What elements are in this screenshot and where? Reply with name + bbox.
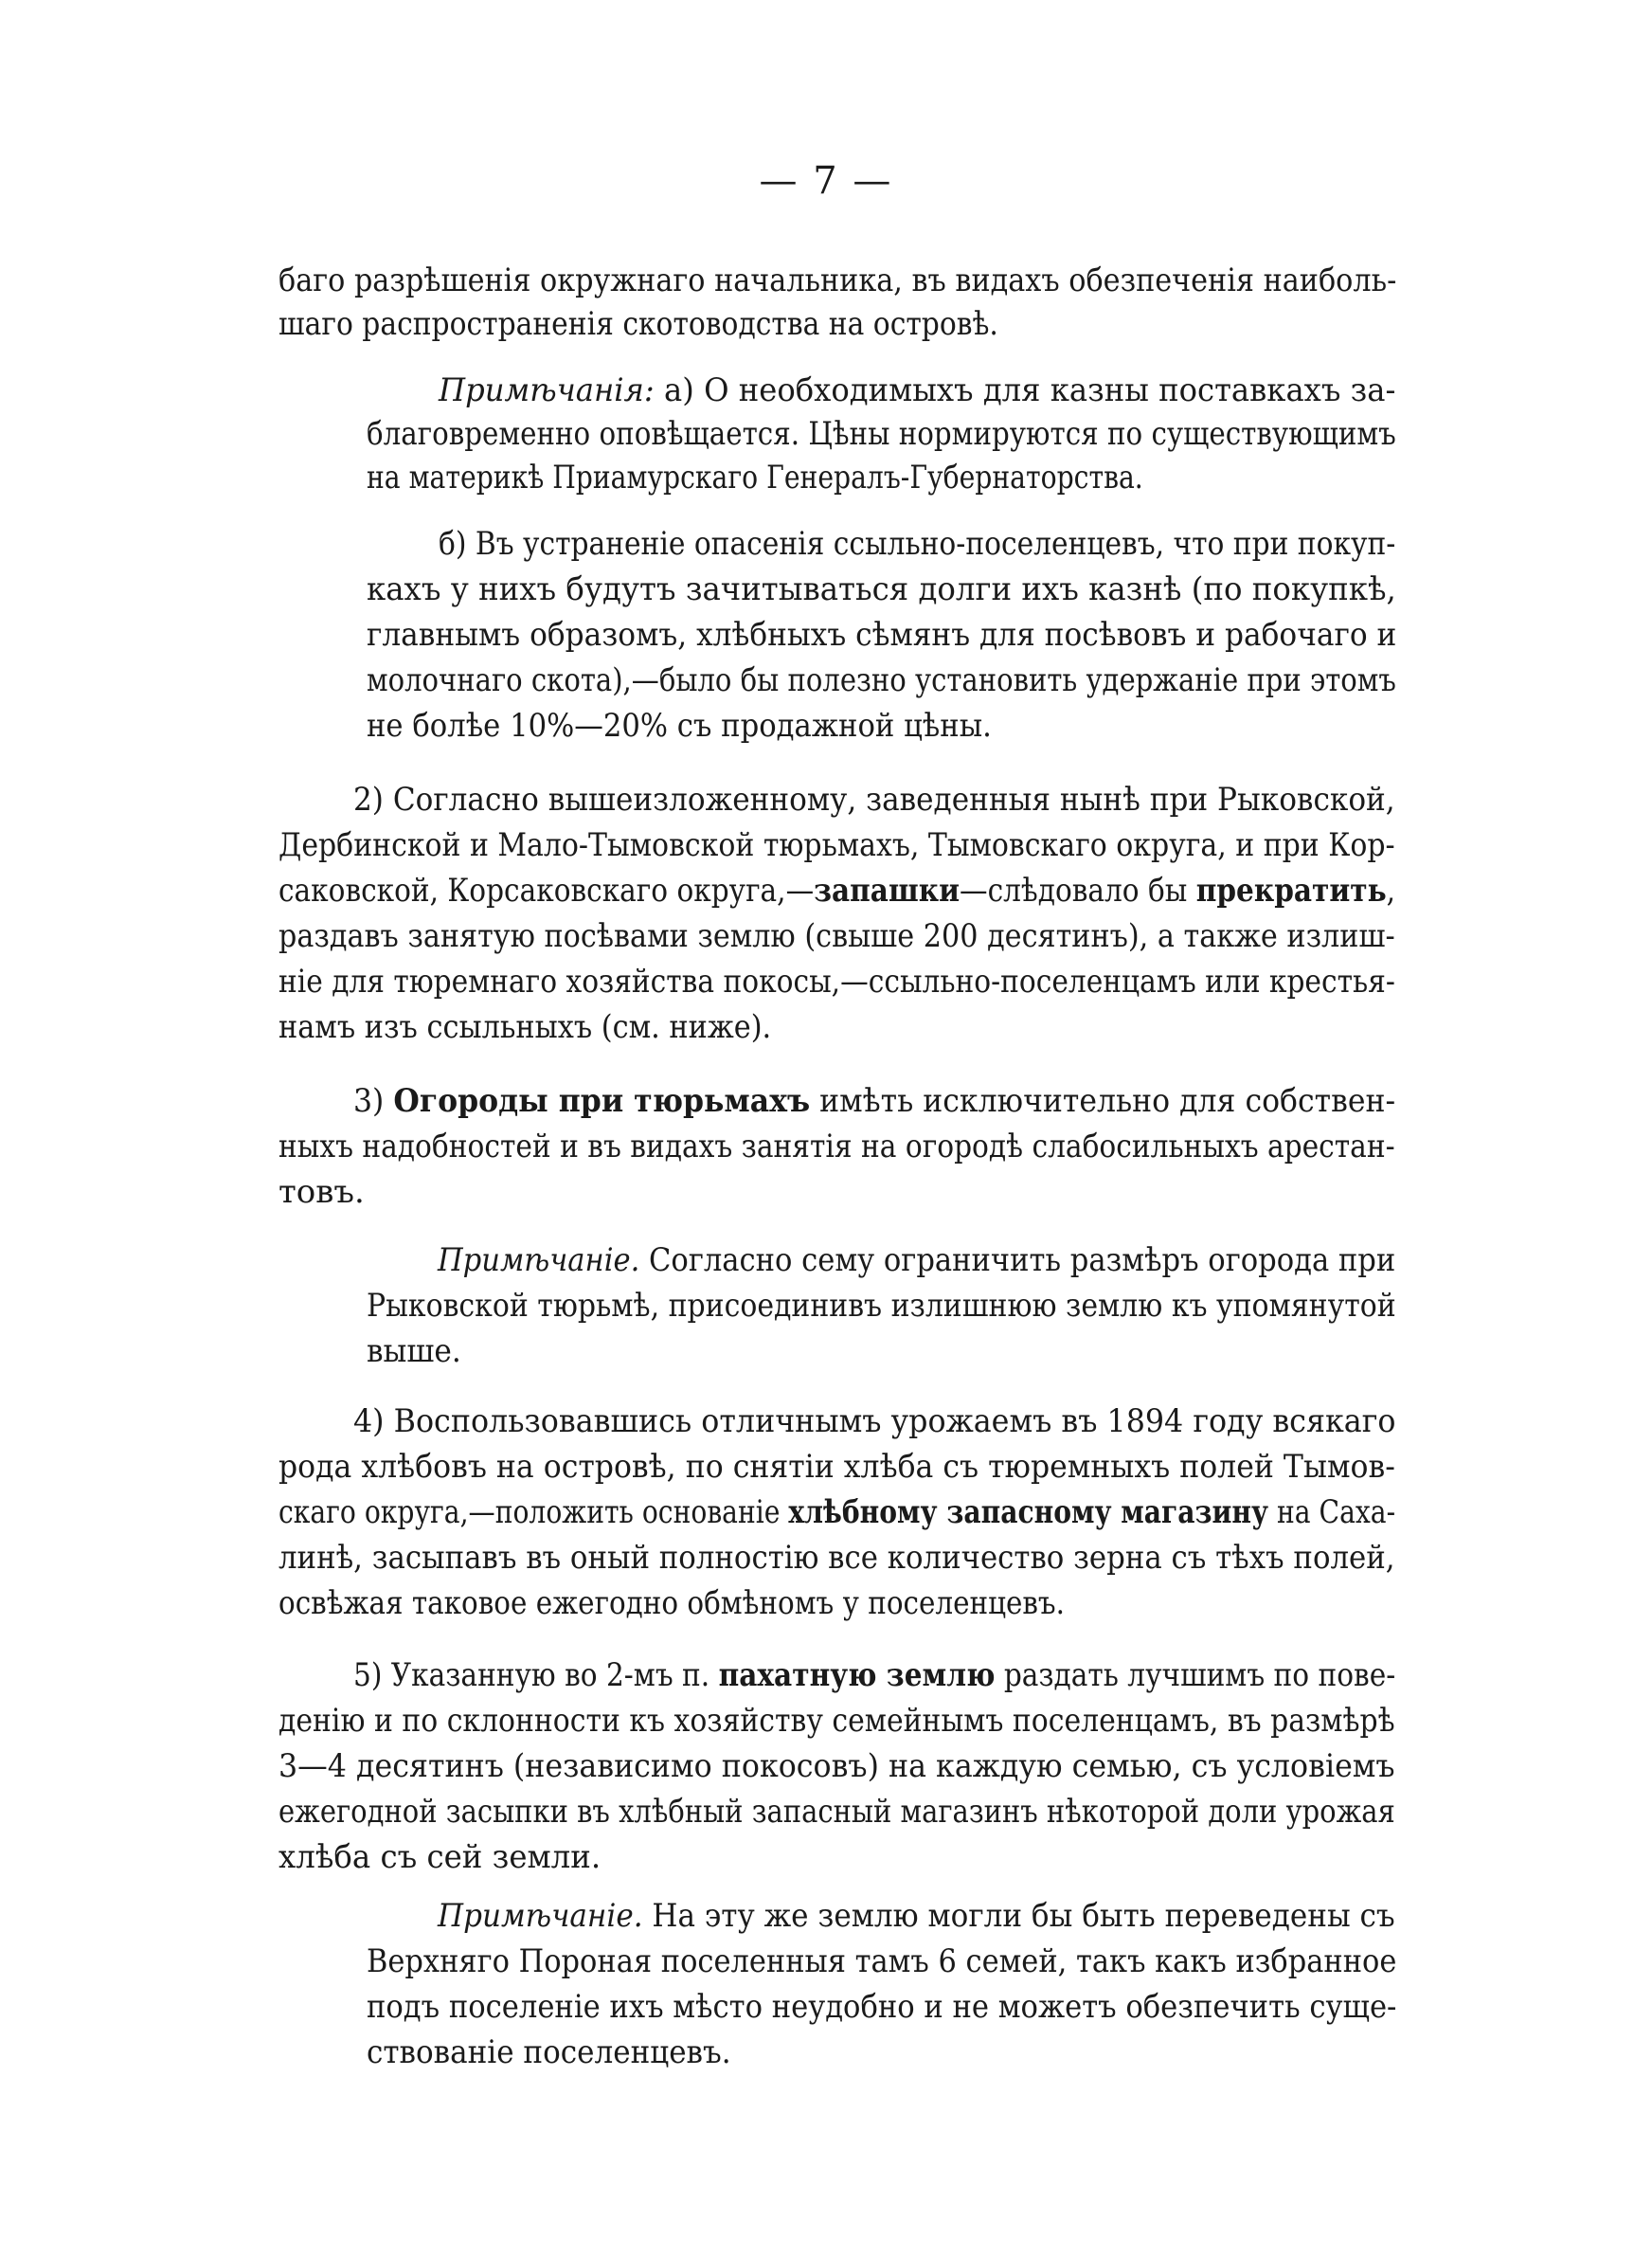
text-segment: 5) Указанную во 2-мъ п. — [353, 1656, 719, 1694]
text-segment: не болѣе 10%—20% съ продажной цѣны. — [367, 707, 992, 745]
text-segment: 2) Согласно вышеизложенному, заведенныя нынѣ при Рыковской, — [353, 781, 1395, 819]
text-line — [367, 455, 1143, 500]
text-line — [367, 612, 1396, 658]
text-line — [367, 411, 1396, 457]
page-number: — 7 — — [759, 159, 893, 203]
text-line — [278, 1490, 1395, 1535]
text-line — [438, 1237, 1395, 1283]
bold-emphasis: хлѣбному запасному магазину — [788, 1493, 1269, 1531]
text-segment: ніе для тюремнаго хозяйства покосы,—ссыльно-поселенцамъ или крестья- — [278, 963, 1395, 1001]
text-segment: главнымъ образомъ, хлѣбныхъ сѣмянъ для посѣвовъ и рабочаго и — [367, 616, 1397, 654]
text-segment: раздавъ занятую посѣвами землю (свыше 200 десятинъ), а также излиш- — [278, 917, 1395, 955]
text-line — [367, 1984, 1396, 2030]
text-line — [278, 1580, 1065, 1626]
text-segment: на Саха- — [1268, 1493, 1396, 1531]
text-segment: Согласно сему ограничить размѣръ огорода при — [639, 1241, 1396, 1279]
text-segment: на материкѣ Приамурскаго Генералъ-Губернаторства. — [367, 459, 1143, 497]
text-line — [278, 301, 998, 347]
text-segment: молочнаго скота),—было бы полезно установить удержаніе при этомъ — [367, 661, 1396, 699]
text-line — [278, 1535, 1395, 1580]
text-line — [278, 1789, 1395, 1834]
text-segment: скаго округа,—положить основаніе — [278, 1493, 789, 1531]
text-line — [367, 567, 1396, 612]
text-line — [438, 1893, 1395, 1939]
bold-emphasis: запашки — [814, 872, 961, 910]
text-segment: а) О необходимыхъ для казны поставкахъ за- — [654, 371, 1396, 409]
text-line — [353, 1399, 1395, 1444]
text-line — [367, 703, 992, 749]
text-segment: Рыковской тюрьмѣ, присоединивъ излишнюю землю къ упомянутой — [367, 1287, 1396, 1325]
text-line — [367, 1283, 1396, 1328]
text-line — [278, 1004, 771, 1050]
text-segment: 3) — [353, 1082, 394, 1120]
text-segment: 4) Воспользовавшись отличнымъ урожаемъ въ 1894 году всякаго — [353, 1402, 1396, 1440]
text-line — [367, 2030, 731, 2075]
italic-note-label: Примѣчаніе. — [438, 1897, 643, 1935]
text-segment: линѣ, засыпавъ въ оный полностію все количество зерна съ тѣхъ полей, — [278, 1539, 1395, 1577]
text-line — [367, 1328, 461, 1374]
text-segment: баго разрѣшенія окружнаго начальника, въ видахъ обезпеченія наиболь- — [278, 262, 1397, 299]
text-line — [278, 1834, 601, 1880]
text-line — [278, 1698, 1395, 1743]
text-segment: выше. — [367, 1332, 461, 1370]
text-segment: раздать лучшимъ по пове- — [995, 1656, 1396, 1694]
text-segment: ствованіе поселенцевъ. — [367, 2033, 731, 2071]
text-line — [353, 1078, 1395, 1124]
text-segment: 3—4 десятинъ (независимо покосовъ) на каждую семью, съ условіемъ — [278, 1747, 1395, 1785]
text-segment: денію и по склонности къ хозяйству семейнымъ поселенцамъ, въ размѣрѣ — [278, 1702, 1395, 1740]
text-segment: имѣть исключительно для собствен- — [810, 1082, 1396, 1120]
text-line — [278, 1169, 365, 1215]
text-line — [278, 1743, 1395, 1789]
text-segment: ежегодной засыпки въ хлѣбный запасный магазинъ нѣкоторой доли урожая — [278, 1793, 1395, 1831]
text-line — [367, 658, 1396, 703]
text-segment: На эту же землю могли бы быть переведены съ — [642, 1897, 1395, 1935]
text-line — [439, 368, 1395, 413]
text-line — [278, 868, 1395, 913]
text-segment: саковской, Корсаковскаго округа,— — [278, 872, 815, 910]
text-segment: товъ. — [278, 1173, 365, 1211]
text-segment: ныхъ надобностей и въ видахъ занятія на огородѣ слабосильныхъ арестан- — [278, 1128, 1395, 1165]
text-segment: благовременно оповѣщается. Цѣны нормируются по существующимъ — [367, 415, 1396, 453]
text-line — [353, 777, 1395, 822]
bold-emphasis: пахатную землю — [718, 1656, 996, 1694]
text-line — [278, 1124, 1395, 1169]
text-segment: рода хлѣбовъ на островѣ, по снятіи хлѣба съ тюремныхъ полей Тымов- — [278, 1448, 1395, 1486]
text-line — [353, 1652, 1395, 1698]
text-segment: Дербинской и Мало-Тымовской тюрьмахъ, Тымовскаго округа, и при Кор- — [278, 826, 1395, 864]
text-segment: освѣжая таковое ежегодно обмѣномъ у поселенцевъ. — [278, 1584, 1065, 1622]
text-line — [278, 822, 1395, 868]
text-segment: подъ поселеніе ихъ мѣсто неудобно и не можетъ обезпечить суще- — [367, 1988, 1397, 2026]
text-segment: хлѣба съ сей земли. — [278, 1838, 602, 1876]
text-segment: , — [1386, 872, 1396, 910]
text-segment: кахъ у нихъ будутъ зачитываться долги ихъ казнѣ (по покупкѣ, — [367, 570, 1396, 608]
text-segment: Верхняго Пороная поселенныя тамъ 6 семей, такъ какъ избранное — [367, 1942, 1397, 1980]
text-line — [278, 258, 1396, 303]
text-line — [278, 959, 1395, 1004]
italic-note-label: Примѣчанія: — [439, 371, 655, 409]
text-line — [278, 913, 1395, 959]
bold-emphasis: Огороды при тюрьмахъ — [393, 1082, 811, 1120]
text-line — [367, 1939, 1396, 1984]
text-line — [278, 1444, 1395, 1490]
text-segment: —слѣдовало бы — [960, 872, 1196, 910]
italic-note-label: Примѣчаніе. — [438, 1241, 640, 1279]
text-line — [439, 521, 1395, 567]
text-segment: намъ изъ ссыльныхъ (см. ниже). — [278, 1008, 772, 1046]
text-segment: б) Въ устраненіе опасенія ссыльно-поселенцевъ, что при покуп- — [439, 525, 1396, 563]
bold-emphasis: прекратить — [1195, 872, 1387, 910]
text-segment: шаго распространенія скотоводства на островѣ. — [278, 305, 998, 343]
